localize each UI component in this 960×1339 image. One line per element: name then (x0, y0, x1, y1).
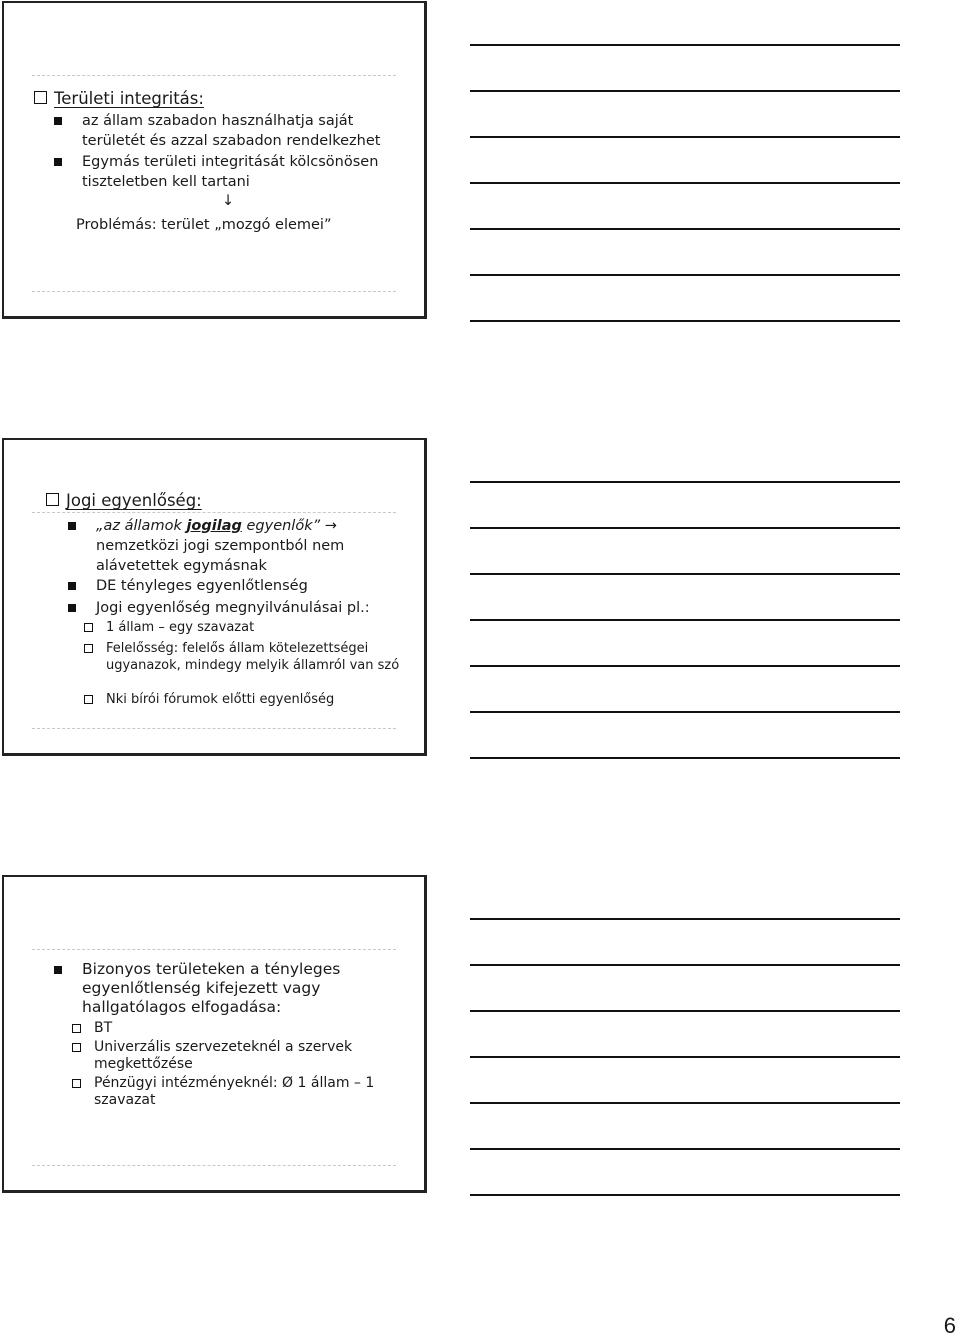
hollow-square-icon (84, 644, 93, 653)
bullet-item: az állam szabadon használhatja saját területét és azzal szabadon rendelkezhet (54, 111, 414, 151)
problem-line: Problémás: terület „mozgó elemei” (76, 217, 332, 233)
slide-footer-divider (32, 291, 396, 292)
note-line (470, 711, 900, 713)
slide-title-divider (32, 512, 396, 513)
note-line (470, 1056, 900, 1058)
slide-title: Jogi egyenlőség: (46, 491, 202, 510)
sub-bullet-item: Felelősség: felelős állam kötelezettségei ugyanazok, mindegy melyik államról van szó (84, 640, 404, 674)
filled-square-icon (54, 158, 62, 166)
note-line (470, 44, 900, 46)
filled-square-icon (54, 966, 62, 974)
bullet-item: DE tényleges egyenlőtlenség (68, 576, 398, 596)
note-line (470, 964, 900, 966)
down-arrow: ↓ (222, 193, 235, 209)
hollow-square-icon (34, 91, 47, 104)
slide-3 (2, 875, 427, 1193)
filled-square-icon (68, 582, 76, 590)
note-line (470, 665, 900, 667)
note-line (470, 481, 900, 483)
sub-bullet-item: BT (72, 1020, 392, 1037)
note-line (470, 182, 900, 184)
note-line (470, 918, 900, 920)
note-line (470, 228, 900, 230)
note-line (470, 90, 900, 92)
filled-square-icon (68, 604, 76, 612)
slide-footer-divider (32, 1165, 396, 1166)
slide-title-divider (32, 75, 396, 76)
hollow-square-icon (84, 623, 93, 632)
sub-bullet-item: 1 állam – egy szavazat (84, 619, 394, 636)
bullet-item: Egymás területi integritását kölcsönösen tiszteletben kell tartani (54, 152, 414, 192)
note-line (470, 1148, 900, 1150)
bullet-item: „az államok jogilag egyenlők” → nemzetközi jogi szempontból nem alávetettek egymásnak (68, 516, 398, 576)
hollow-square-icon (72, 1079, 81, 1088)
note-line (470, 527, 900, 529)
note-line (470, 274, 900, 276)
note-line (470, 1102, 900, 1104)
slide-2 (2, 438, 427, 756)
bullet-item: Bizonyos területeken a tényleges egyenlőtlenség kifejezett vagy hallgatólagos elfogadása: (54, 960, 384, 1017)
note-line (470, 757, 900, 759)
note-line (470, 1010, 900, 1012)
filled-square-icon (68, 522, 76, 530)
hollow-square-icon (84, 695, 93, 704)
note-line (470, 320, 900, 322)
slide-footer-divider (32, 728, 396, 729)
hollow-square-icon (72, 1043, 81, 1052)
note-line (470, 136, 900, 138)
sub-bullet-item: Nki bírói fórumok előtti egyenlőség (84, 691, 404, 708)
page-number: 6 (943, 1313, 956, 1338)
sub-bullet-item: Pénzügyi intézményeknél: Ø 1 állam – 1 szavazat (72, 1075, 392, 1109)
hollow-square-icon (46, 493, 59, 506)
note-line (470, 573, 900, 575)
filled-square-icon (54, 117, 62, 125)
hollow-square-icon (72, 1024, 81, 1033)
slide-title-divider (32, 949, 396, 950)
slide-title: Területi integritás: (34, 89, 204, 108)
note-line (470, 1194, 900, 1196)
slide-1 (2, 1, 427, 319)
bullet-item: Jogi egyenlőség megnyilvánulásai pl.: (68, 598, 408, 618)
sub-bullet-item: Univerzális szervezeteknél a szervek megkettőzése (72, 1039, 392, 1073)
note-line (470, 619, 900, 621)
